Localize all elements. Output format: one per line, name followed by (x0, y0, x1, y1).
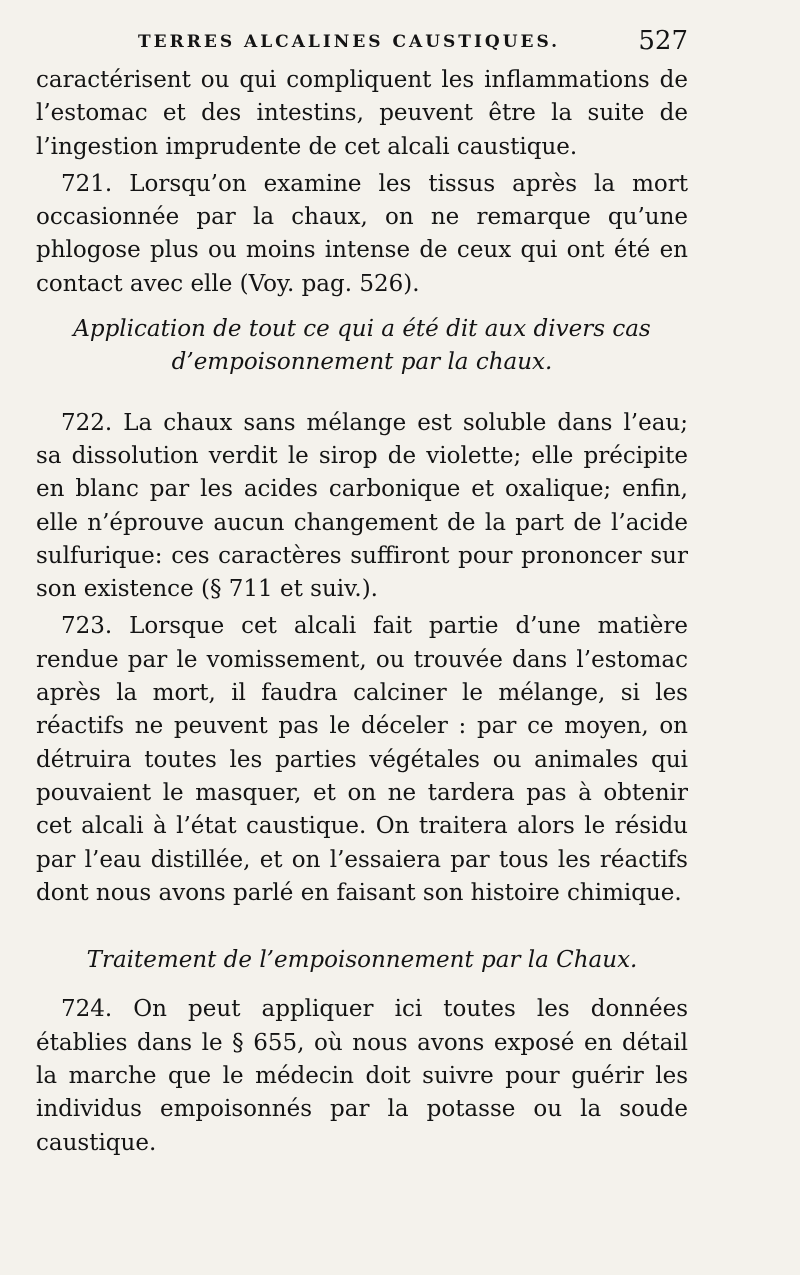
paragraph-721: 721. Lorsqu’on examine les tissus après la mort occasionnée par la chaux, on ne remarque qu’une phlogose plus ou moins intense de ceux qui ont été en contact avec elle (Voy. pag. 526). (36, 170, 688, 297)
paragraph-722: 722. La chaux sans mélange est soluble dans l’eau; sa dissolution verdit le sirop de violette; elle précipite en blanc par les acides carbonique et oxalique; enfin, elle n’éprouve aucun changement de la part de l’acide sulfurique: ces caractères suffiront pour prononcer sur son existence (§ 711 et suiv.). (36, 409, 688, 603)
section-heading-application: Application de tout ce qui a été dit aux divers cas d’empoisonnement par la chaux. (73, 316, 651, 376)
paragraph-continued: caractérisent ou qui compliquent les inflammations de l’estomac et des intestins, peuvent être la suite de l’ingestion imprudente de cet alcali caustique. (36, 67, 688, 160)
book-page (36, 22, 688, 1160)
running-title: TERRES ALCALINES CAUSTIQUES. (138, 32, 561, 52)
running-header (36, 22, 688, 64)
paragraph-724: 724. On peut appliquer ici toutes les données établies dans le § 655, où nous avons exposé en détail la marche que le médecin doit suivre pour guérir les individus empoisonnés par la potasse ou la soude caustique. (36, 996, 688, 1156)
paragraph-723: 723. Lorsque cet alcali fait partie d’une matière rendue par le vomissement, ou trouvée dans l’estomac après la mort, il faudra calciner le mélange, si les réactifs ne peuvent pas le déceler : par ce moyen, on détruira toutes les parties végétales ou animales qui pouvaient le masquer, et on ne tardera pas à obtenir cet alcali à l’état caustique. On traitera alors le résidu par l’eau distillée, et on l’essaiera par tous les réactifs dont nous avons parlé en faisant son histoire chimique. (36, 613, 688, 906)
section-heading-traitement: Traitement de l’empoisonnement par la Chaux. (86, 947, 638, 974)
page-number: 527 (638, 26, 688, 56)
